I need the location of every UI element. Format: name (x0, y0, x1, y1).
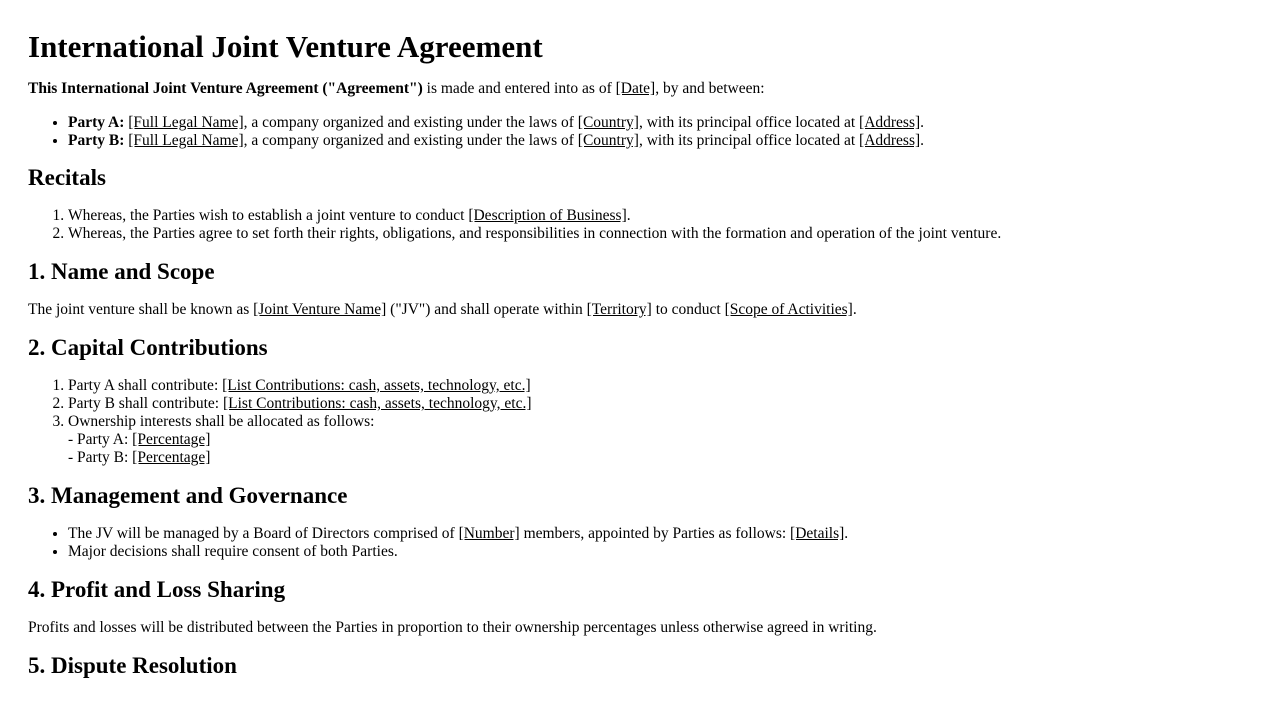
recital-2-text: Whereas, the Parties agree to set forth their rights, obligations, and responsibilities in connection with the formation and operation of the joint venture. (68, 225, 1002, 242)
jv-name-placeholder: [Joint Venture Name] (253, 301, 387, 318)
recital-item (68, 207, 1235, 225)
territory-placeholder: [Territory] (586, 301, 652, 318)
appointment-details-placeholder: [Details] (790, 525, 845, 542)
ownership-text: Ownership interests shall be allocated as follows: (68, 413, 375, 430)
ownership-party-b-placeholder: [Percentage] (132, 449, 211, 466)
business-description-placeholder: [Description of Business] (468, 207, 627, 224)
party-a-item (68, 114, 1235, 132)
section-3-heading: 3. Management and Governance (28, 483, 348, 508)
ownership-party-b (68, 449, 1235, 467)
section-1-paragraph (28, 301, 1235, 319)
scope-placeholder: [Scope of Activities] (724, 301, 853, 318)
section-1-text-1: The joint venture shall be known as (28, 301, 254, 318)
ownership-party-a-placeholder: [Percentage] (132, 431, 211, 448)
party-a-text-2: , with its principal office located at (638, 114, 860, 131)
party-b-label: Party B: (68, 132, 125, 149)
contribution-a-text: Party A shall contribute: (68, 377, 223, 394)
contribution-item (68, 377, 1235, 395)
governance-item: • Major decisions shall require consent of both Parties. (68, 543, 1235, 561)
party-a-address-placeholder: [Address] (859, 114, 921, 131)
recitals-heading: Recitals (28, 165, 106, 190)
contribution-a-placeholder: [List Contributions: cash, assets, technology, etc.] (222, 377, 531, 394)
ownership-party-b-label: - Party B: (68, 449, 133, 466)
section-5-heading: 5. Dispute Resolution (28, 653, 237, 678)
intro-paragraph (28, 80, 1235, 98)
section-1-text-3: to conduct (651, 301, 725, 318)
recital-1-end: . (626, 207, 631, 224)
party-a-label: Party A: (68, 114, 125, 131)
recital-item (68, 225, 1235, 243)
ownership-party-a-label: - Party A: (68, 431, 133, 448)
section-4-paragraph: Profits and losses will be distributed between the Parties in proportion to their ownership percentages unless otherwise agreed in writing. (28, 619, 877, 636)
ownership-item (68, 413, 1235, 467)
capital-contributions-list (28, 377, 1235, 467)
document-title: International Joint Venture Agreement (28, 29, 543, 64)
governance-text-1: The JV will be managed by a Board of Directors comprised of (68, 525, 459, 542)
party-a-country-placeholder: [Country] (577, 114, 639, 131)
section-1-text-4: . (852, 301, 857, 318)
contribution-b-text: Party B shall contribute: (68, 395, 223, 412)
party-b-text-2: , with its principal office located at (638, 132, 860, 149)
party-b-country-placeholder: [Country] (577, 132, 639, 149)
board-number-placeholder: [Number] (458, 525, 520, 542)
section-1-heading: 1. Name and Scope (28, 259, 215, 284)
party-b-text-1: , a company organized and existing under the laws of (243, 132, 578, 149)
recitals-list (28, 207, 1235, 243)
ownership-party-a (68, 431, 1235, 449)
intro-bold-text: This International Joint Venture Agreement ("Agreement") (28, 80, 423, 97)
contribution-item (68, 395, 1235, 413)
governance-text-2: members, appointed by Parties as follows: (519, 525, 791, 542)
governance-item (68, 525, 1235, 543)
section-4-heading: 4. Profit and Loss Sharing (28, 577, 286, 602)
party-a-text-1: , a company organized and existing under the laws of (243, 114, 578, 131)
party-b-name-placeholder: [Full Legal Name] (128, 132, 244, 149)
intro-text-1: is made and entered into as of (422, 80, 616, 97)
party-a-end: . (920, 114, 925, 131)
party-b-address-placeholder: [Address] (859, 132, 921, 149)
recital-1-text: Whereas, the Parties wish to establish a joint venture to conduct (68, 207, 469, 224)
section-1-text-2: ("JV") and shall operate within (386, 301, 587, 318)
intro-text-2: , by and between: (655, 80, 765, 97)
date-placeholder: [Date] (615, 80, 656, 97)
party-a-name-placeholder: [Full Legal Name] (128, 114, 244, 131)
section-2-heading: 2. Capital Contributions (28, 335, 268, 360)
parties-list (28, 114, 1235, 150)
party-b-item (68, 132, 1235, 150)
governance-list (28, 525, 1235, 561)
party-b-end: . (920, 132, 925, 149)
governance-text-3: . (844, 525, 849, 542)
contribution-b-placeholder: [List Contributions: cash, assets, technology, etc.] (222, 395, 532, 412)
